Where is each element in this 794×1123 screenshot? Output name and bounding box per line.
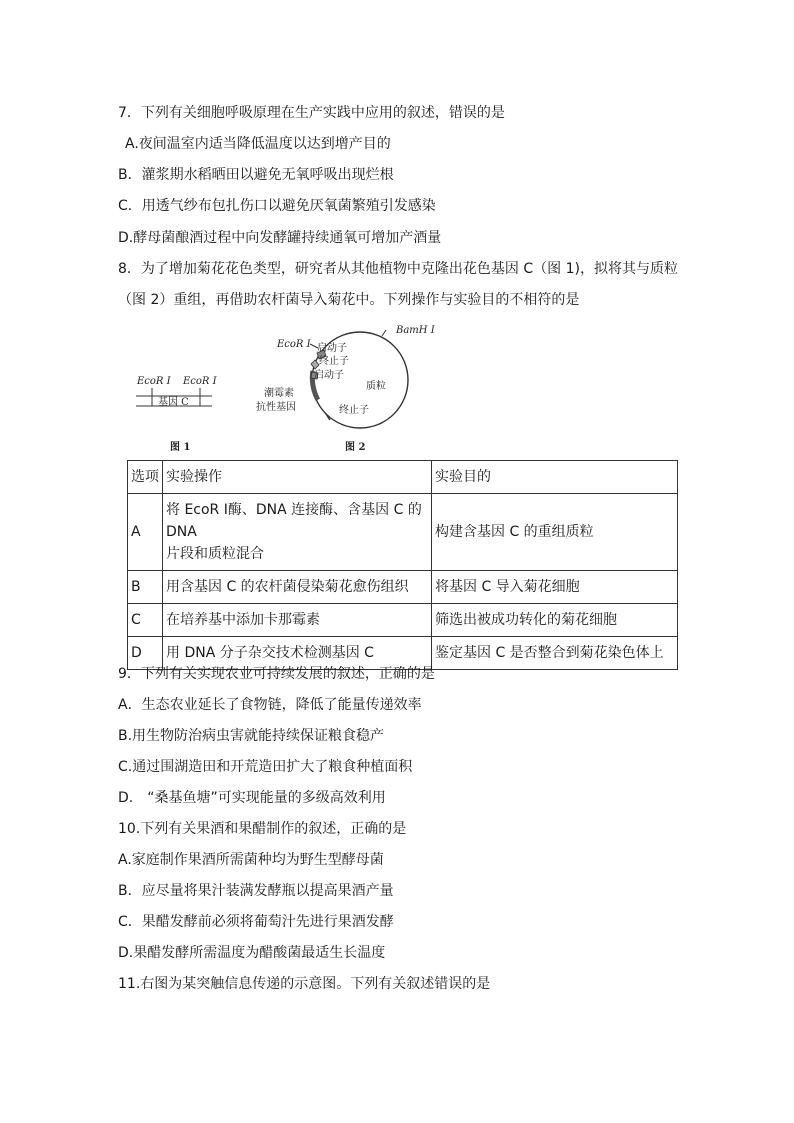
fig1-ecori-left-label: EcoR Ⅰ xyxy=(137,376,171,387)
fig2-resistance-label-2: 抗性基因 xyxy=(256,402,296,413)
q8-stem-line2: （图 2）重组，再借助农杆菌导入菊花中。下列操作与实验目的不相符的是 xyxy=(118,292,580,308)
table-row xyxy=(128,494,678,571)
table-cell-goal: 筛选出被成功转化的菊花细胞 xyxy=(432,604,678,637)
q8-figures xyxy=(128,322,448,458)
q10-option-a: A.家庭制作果酒所需菌种均为野生型酵母菌 xyxy=(118,852,384,868)
table-row xyxy=(128,571,678,604)
q9-option-b: B.用生物防治病虫害就能持续保证粮食稳产 xyxy=(118,728,385,744)
operation-line-2: 片段和质粒混合 xyxy=(166,546,264,562)
q11-stem: 11.右图为某突触信息传递的示意图。下列有关叙述错误的是 xyxy=(118,976,491,992)
figure-2 xyxy=(256,325,436,453)
table-header-option: 选项 xyxy=(128,461,163,494)
q7-option-b: B．灌浆期水稻晒田以避免无氧呼吸出现烂根 xyxy=(118,167,394,183)
fig2-promoter2-label: 启动子 xyxy=(314,370,344,381)
table-cell-operation: 用 DNA 分子杂交技术检测基因 C xyxy=(163,637,432,670)
table-header-operation: 实验操作 xyxy=(163,461,432,494)
table-cell-operation: 用含基因 C 的农杆菌侵染菊花愈伤组织 xyxy=(163,571,432,604)
table-cell-option: D xyxy=(128,637,163,670)
q10-option-d: D.果醋发酵所需温度为醋酸菌最适生长温度 xyxy=(118,945,386,961)
table-cell-option: A xyxy=(128,494,163,571)
fig2-caption: 图 2 xyxy=(345,442,366,453)
q9-stem: 9．下列有关实现农业可持续发展的叙述，正确的是 xyxy=(118,666,435,682)
fig2-terminator1-block xyxy=(311,360,319,369)
fig2-terminator1-label: 终止子 xyxy=(319,356,349,367)
q8-stem-line1: 8．为了增加菊花花色类型，研究者从其他植物中克隆出花色基因 C（图 1)，拟将其与质粒 xyxy=(118,261,678,277)
table-cell-goal: 构建含基因 C 的重组质粒 xyxy=(432,494,678,571)
fig2-plasmid-label: 质粒 xyxy=(366,381,386,392)
table-cell-goal: 鉴定基因 C 是否整合到菊花染色体上 xyxy=(432,637,678,670)
q9-option-c: C.通过围湖造田和开荒造田扩大了粮食种植面积 xyxy=(118,759,413,775)
table-row xyxy=(128,604,678,637)
fig2-terminator2-label: 终止子 xyxy=(339,405,369,416)
operation-line-1: 将 EcoR Ⅰ酶、DNA 连接酶、含基因 C 的 DNA xyxy=(166,502,422,540)
q10-stem: 10.下列有关果酒和果醋制作的叙述，正确的是 xyxy=(118,821,407,837)
fig2-ecori-label: EcoR Ⅰ xyxy=(277,339,311,350)
table-cell-operation: 在培养基中添加卡那霉素 xyxy=(163,604,432,637)
fig2-bamhi-label: BamH Ⅰ xyxy=(396,325,435,336)
fig1-ecori-right-label: EcoR Ⅰ xyxy=(183,376,217,387)
q8-options-table xyxy=(127,460,678,670)
q9-option-a: A．生态农业延长了食物链，降低了能量传递效率 xyxy=(118,697,422,713)
q7-option-a: A.夜间温室内适当降低温度以达到增产目的 xyxy=(125,136,391,152)
table-cell-option: C xyxy=(128,604,163,637)
q10-option-c: C．果醋发酵前必须将葡萄汁先进行果酒发酵 xyxy=(118,914,394,930)
q7-stem: 7．下列有关细胞呼吸原理在生产实践中应用的叙述，错误的是 xyxy=(118,105,505,121)
q8-figure-svg xyxy=(128,322,448,458)
fig2-resistance-label-1: 潮霉素 xyxy=(264,388,294,399)
table-cell-option: B xyxy=(128,571,163,604)
q10-option-b: B．应尽量将果汁装满发酵瓶以提高果酒产量 xyxy=(118,883,394,899)
fig2-promoter1-label: 启动子 xyxy=(317,343,347,354)
fig1-caption: 图 1 xyxy=(170,442,191,453)
q7-option-d: D.酵母菌酿酒过程中向发酵罐持续通氧可增加产酒量 xyxy=(118,230,442,246)
figure-1 xyxy=(136,376,218,453)
table-header-goal: 实验目的 xyxy=(432,461,678,494)
q9-option-d: D. “桑基鱼塘”可实现能量的多级高效利用 xyxy=(118,790,386,806)
table-cell-goal: 将基因 C 导入菊花细胞 xyxy=(432,571,678,604)
fig2-bamhi-site xyxy=(382,330,386,336)
fig1-gene-label: 基因 C xyxy=(158,397,189,408)
table-header-row xyxy=(128,461,678,494)
q7-option-c: C．用透气纱布包扎伤口以避免厌氧菌繁殖引发感染 xyxy=(118,198,436,214)
table-cell-operation xyxy=(163,494,432,571)
